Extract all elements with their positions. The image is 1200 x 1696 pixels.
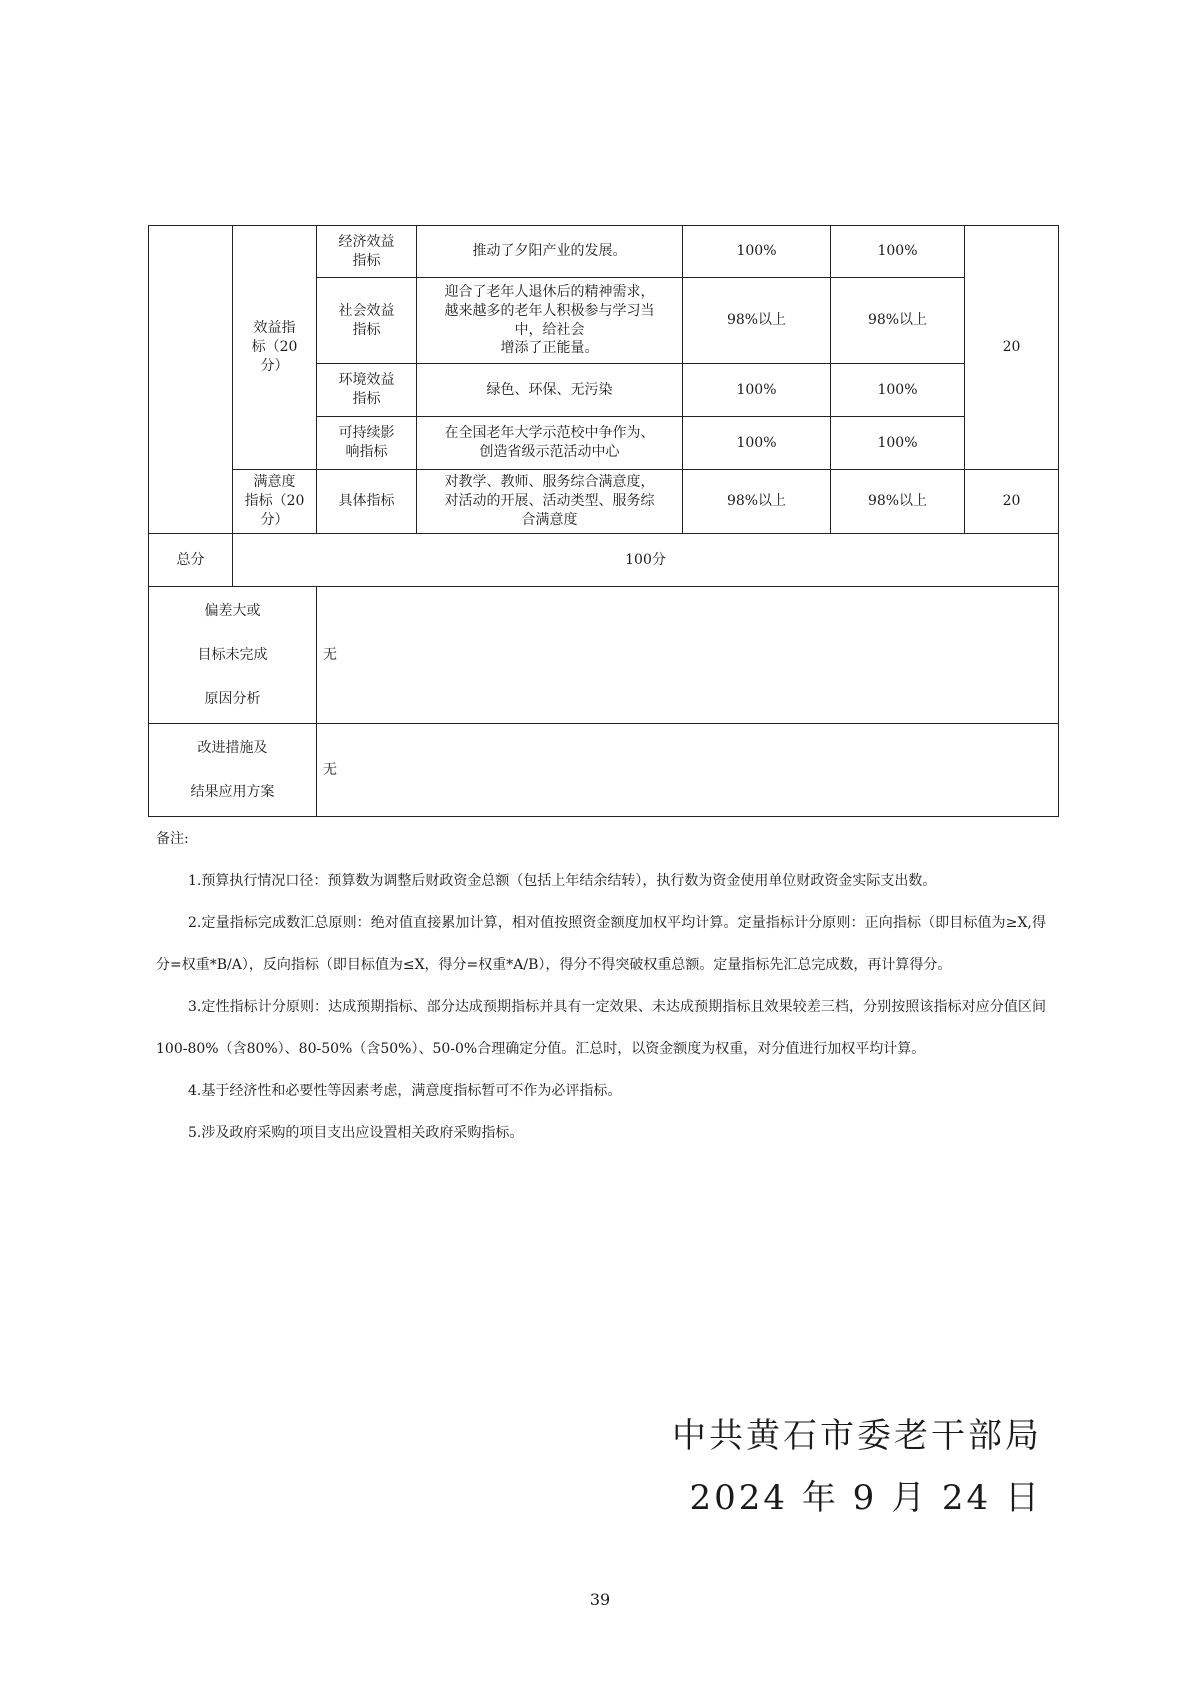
target-value: 100% (683, 226, 831, 278)
target-value: 98%以上 (683, 278, 831, 364)
target-value: 100% (683, 417, 831, 470)
note-item: 5.涉及政府采购的项目支出应设置相关政府采购指标。 (188, 1125, 524, 1141)
satisfaction-score: 20 (965, 470, 1059, 534)
total-row (149, 534, 1059, 587)
indicator-name: 可持续影 响指标 (317, 417, 417, 470)
table-row (149, 470, 1059, 534)
deviation-value: 无 (317, 587, 1059, 724)
deviation-label: 偏差大或 目标未完成 原因分析 (149, 587, 317, 724)
empty-category-cell (149, 226, 233, 534)
signature-organization: 中共黄石市委老干部局 (672, 1416, 1042, 1456)
improvement-row (149, 724, 1059, 817)
signature-block (672, 1405, 1042, 1529)
actual-value: 98%以上 (831, 278, 965, 364)
improvement-value: 无 (317, 724, 1059, 817)
page-number: 39 (589, 1590, 611, 1609)
indicator-content: 绿色、环保、无污染 (417, 364, 683, 417)
target-value: 98%以上 (683, 470, 831, 534)
indicator-name: 经济效益 指标 (317, 226, 417, 278)
target-value: 100% (683, 364, 831, 417)
indicator-content: 在全国老年大学示范校中争作为、 创造省级示范活动中心 (417, 417, 683, 470)
indicator-content: 迎合了老年人退休后的精神需求， 越来越多的老年人积极参与学习当 中，给社会 增添了正能量。 (417, 278, 683, 364)
improvement-label: 改进措施及 结果应用方案 (149, 724, 317, 817)
note-item: 4.基于经济性和必要性等因素考虑，满意度指标暂可不作为必评指标。 (188, 1083, 622, 1099)
indicator-content: 对教学、教师、服务综合满意度， 对活动的开展、活动类型、服务综 合满意度 (417, 470, 683, 534)
total-value: 100分 (233, 534, 1059, 587)
notes-label: 备注: (156, 831, 189, 847)
indicator-name: 社会效益 指标 (317, 278, 417, 364)
note-item: 3.定性指标计分原则：达成预期指标、部分达成预期指标并具有一定效果、未达成预期指标且效果较差三档，分别按照该指标对应分值区间100-80%（含80%）、80-50%（含50%）、50-0%合理确定分值。汇总时，以资金额度为权重，对分值进行加权平均计算。 (156, 999, 1046, 1057)
signature-date: 2024 年 9 月 24 日 (689, 1478, 1042, 1518)
note-item: 1.预算执行情况口径：预算数为调整后财政资金总额（包括上年结余结转），执行数为资金使用单位财政资金实际支出数。 (188, 873, 937, 889)
indicator-content: 推动了夕阳产业的发展。 (417, 226, 683, 278)
indicator-name: 环境效益 指标 (317, 364, 417, 417)
table-row (149, 226, 1059, 278)
note-item: 2.定量指标完成数汇总原则：绝对值直接累加计算，相对值按照资金额度加权平均计算。定量指标计分原则：正向指标（即目标值为≥X,得分=权重*B/A），反向指标（即目标值为≤X，得分=权重*A/B），得分不得突破权重总额。定量指标先汇总完成数，再计算得分。 (156, 915, 1046, 973)
benefit-group-label: 效益指 标（20 分） (233, 226, 317, 470)
total-label: 总分 (149, 534, 233, 587)
actual-value: 100% (831, 226, 965, 278)
satisfaction-group-label: 满意度 指标（20 分） (233, 470, 317, 534)
benefit-score: 20 (965, 226, 1059, 470)
performance-evaluation-table (148, 225, 1059, 817)
deviation-row (149, 587, 1059, 724)
actual-value: 98%以上 (831, 470, 965, 534)
notes-section (156, 818, 1046, 1154)
indicator-name: 具体指标 (317, 470, 417, 534)
actual-value: 100% (831, 417, 965, 470)
actual-value: 100% (831, 364, 965, 417)
